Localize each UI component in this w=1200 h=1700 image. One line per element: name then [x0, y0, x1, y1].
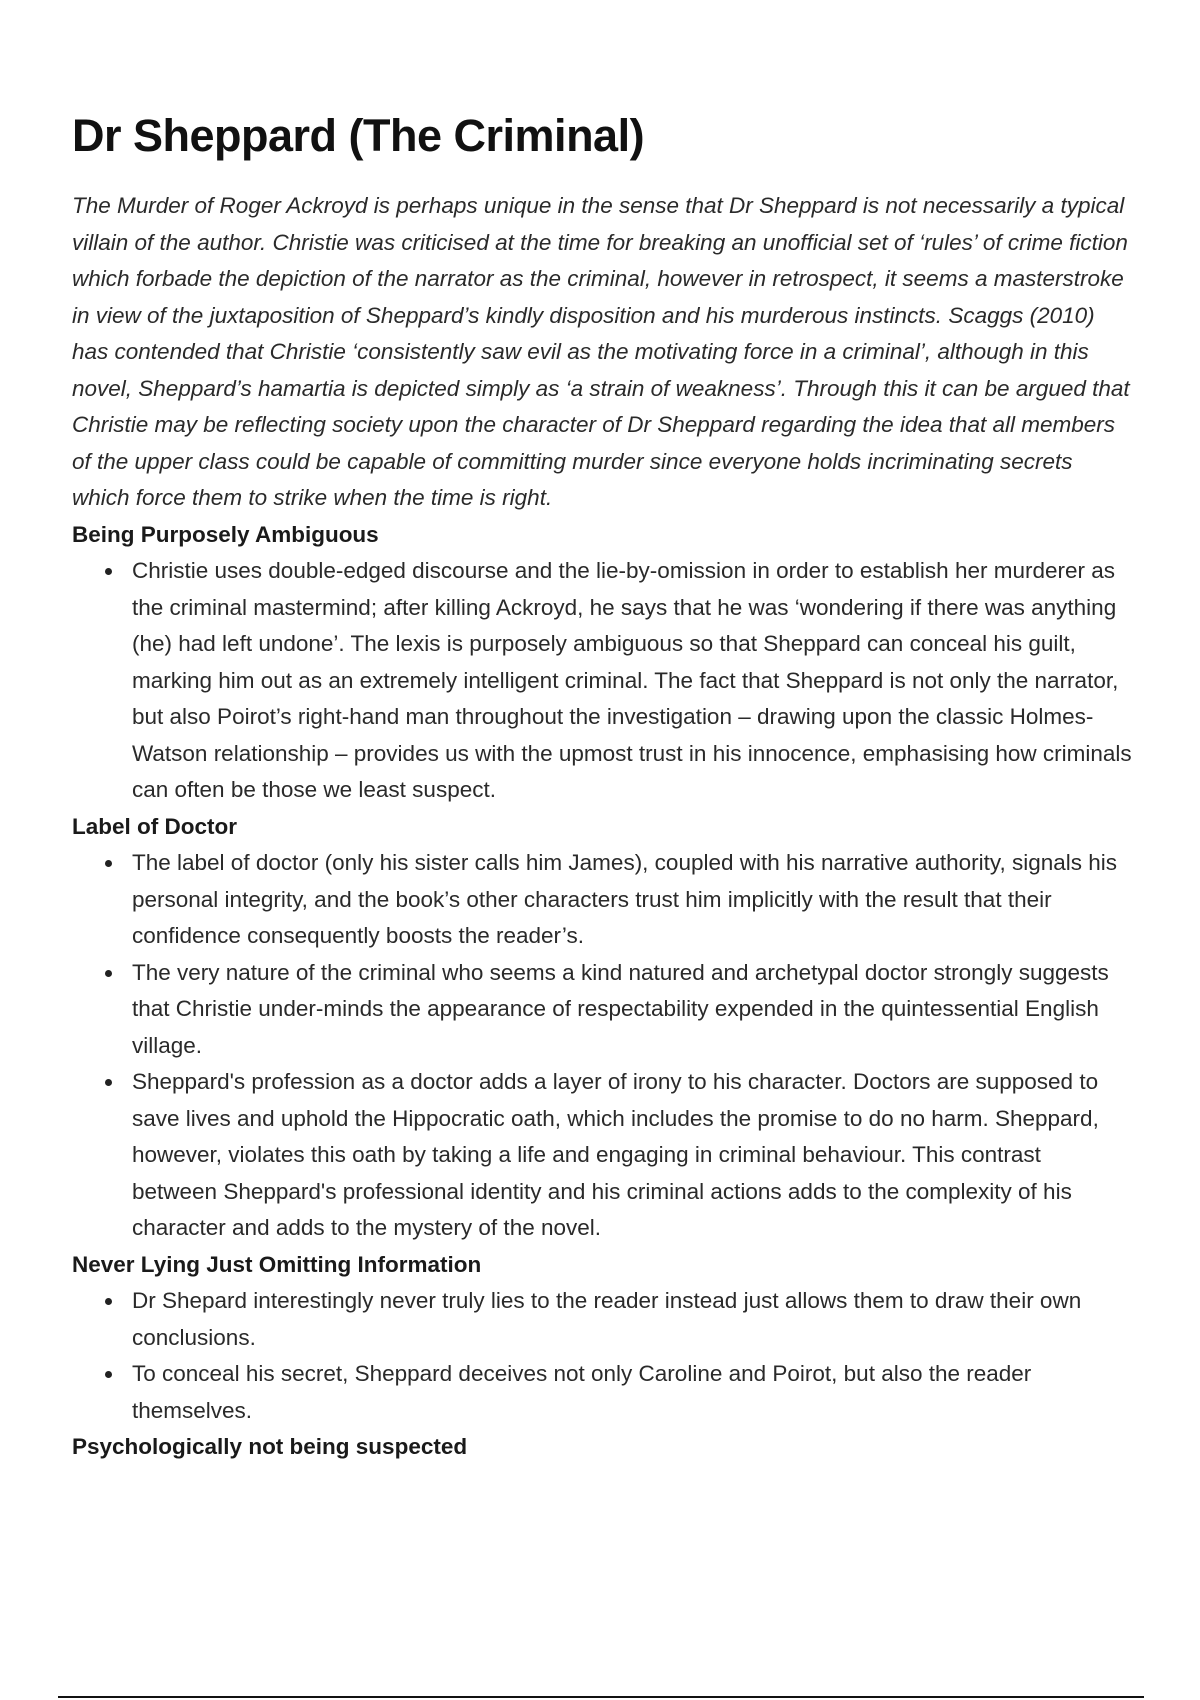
bullet-item: Dr Shepard interestingly never truly lies to the reader instead just allows them to draw their own conclusions.: [132, 1283, 1132, 1356]
bullet-list: [72, 1283, 1132, 1429]
bullet-item: The label of doctor (only his sister calls him James), coupled with his narrative authority, signals his personal integrity, and the book’s other characters trust him implicitly with the result that their confidence consequently boosts the reader’s.: [132, 845, 1132, 955]
page-title: Dr Sheppard (The Criminal): [72, 110, 645, 161]
section-heading: Psychologically not being suspected: [72, 1434, 468, 1459]
footer-divider: [58, 1696, 1144, 1698]
section-heading: Being Purposely Ambiguous: [72, 521, 379, 547]
bullet-list: [72, 553, 1132, 809]
bullet-list: [72, 845, 1132, 1247]
bullet-item: Christie uses double-edged discourse and the lie-by-omission in order to establish her murderer as the criminal mastermind; after killing Ackroyd, he says that he was ‘wondering if there was anything (he) had left undone’. The lexis is purposely ambiguous so that Sheppard can conceal his guilt, marking him out as an extremely intelligent criminal. The fact that Sheppard is not only the narrator, but also Poirot’s right-hand man throughout the investigation – drawing upon the classic Holmes-Watson relationship – provides us with the upmost trust in his innocence, emphasising how criminals can often be those we least suspect.: [132, 553, 1132, 809]
bullet-item: Sheppard's profession as a doctor adds a layer of irony to his character. Doctors are supposed to save lives and uphold the Hippocratic oath, which includes the promise to do no harm. Sheppard, however, violates this oath by taking a life and engaging in criminal behaviour. This contrast between Sheppard's professional identity and his criminal actions adds to the complexity of his character and adds to the mystery of the novel.: [132, 1064, 1132, 1247]
document-page: [72, 108, 1132, 1466]
section-heading: Label of Doctor: [72, 813, 238, 839]
section-heading: Never Lying Just Omitting Information: [72, 1251, 482, 1277]
section-label-of-doctor: [72, 809, 1132, 1247]
bullet-item: To conceal his secret, Sheppard deceives not only Caroline and Poirot, but also the reader themselves.: [132, 1356, 1132, 1429]
section-never-lying: [72, 1247, 1132, 1430]
section-psychologically-not-suspected: [72, 1429, 1132, 1466]
section-being-purposely-ambiguous: [72, 517, 1132, 809]
bullet-item: The very nature of the criminal who seems a kind natured and archetypal doctor strongly suggests that Christie under-minds the appearance of respectability expended in the quintessential English village.: [132, 955, 1132, 1065]
intro-paragraph: The Murder of Roger Ackroyd is perhaps unique in the sense that Dr Sheppard is not necessarily a typical villain of the author. Christie was criticised at the time for breaking an unofficial set of ‘rules’ of crime fiction which forbade the depiction of the narrator as the criminal, however in retrospect, it seems a masterstroke in view of the juxtaposition of Sheppard’s kindly disposition and his murderous instincts. Scaggs (2010) has contended that Christie ‘consistently saw evil as the motivating force in a criminal’, although in this novel, Sheppard’s hamartia is depicted simply as ‘a strain of weakness’. Through this it can be argued that Christie may be reflecting society upon the character of Dr Sheppard regarding the idea that all members of the upper class could be capable of committing murder since everyone holds incriminating secrets which force them to strike when the time is right.: [72, 193, 1130, 510]
